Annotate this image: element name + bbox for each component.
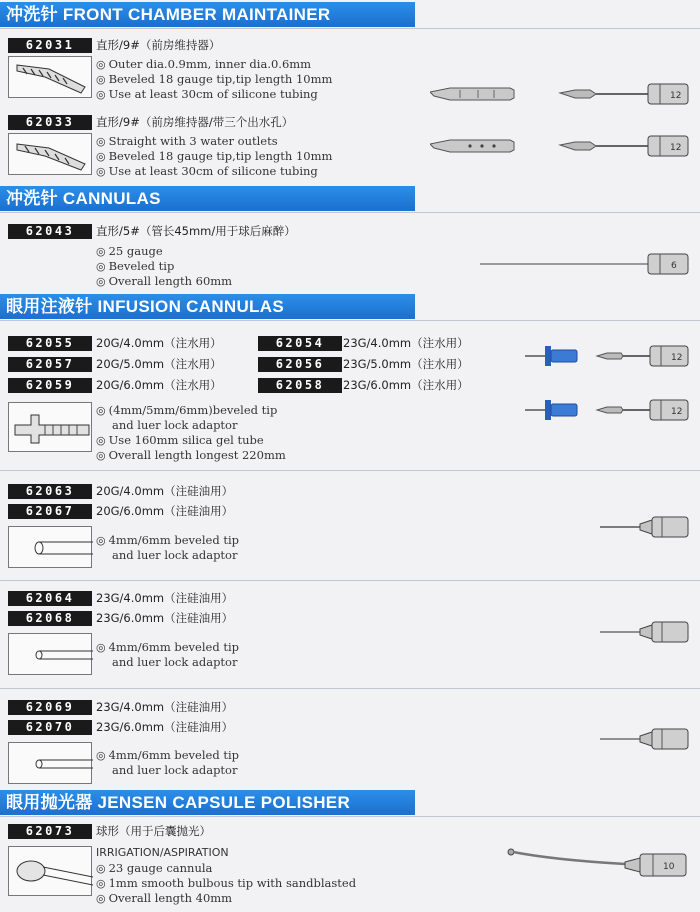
spec-line: ◎ Beveled 18 gauge tip,tip length 10mm bbox=[96, 72, 333, 86]
product-title-62057: 20G/5.0mm（注水用） bbox=[96, 357, 222, 371]
tip-thumbnail-62073 bbox=[8, 846, 92, 896]
tip-thumbnail-62033 bbox=[8, 133, 92, 175]
tube-tip-icon bbox=[9, 527, 93, 569]
angled-tip-icon bbox=[9, 57, 93, 99]
tip-thumbnail-62031 bbox=[8, 56, 92, 98]
product-code-62043: 62043 bbox=[8, 224, 92, 239]
product-title-62056: 23G/5.0mm（注水用） bbox=[343, 357, 469, 371]
spec-line: ◎ 4mm/6mm beveled tip bbox=[96, 533, 240, 547]
product-title-62031: 直形/9#（前房维持器） bbox=[96, 38, 221, 52]
product-title-62064: 23G/4.0mm（注硅油用） bbox=[96, 591, 234, 605]
spec-line: ◎ (4mm/5mm/6mm)beveled tip bbox=[96, 403, 278, 417]
svg-text:12: 12 bbox=[671, 407, 683, 417]
spec-line: ◎ 4mm/6mm beveled tip bbox=[96, 640, 240, 654]
product-code-62070: 62070 bbox=[8, 720, 92, 735]
product-code-62073: 62073 bbox=[8, 824, 92, 839]
product-code-62033: 62033 bbox=[8, 115, 92, 130]
product-title-62068: 23G/6.0mm（注硅油用） bbox=[96, 611, 234, 625]
product-title-62067: 20G/6.0mm（注硅油用） bbox=[96, 504, 234, 518]
svg-text:10: 10 bbox=[663, 862, 675, 872]
product-title-62033: 直形/9#（前房维持器/带三个出水孔） bbox=[96, 115, 294, 129]
section-banner-infusion: 眼用注液针 INFUSION CANNULAS bbox=[0, 294, 415, 319]
spec-line: ◎ 1mm smooth bulbous tip with sandblasted bbox=[96, 876, 357, 890]
product-code-62054: 62054 bbox=[258, 336, 342, 351]
product-title-62055: 20G/4.0mm（注水用） bbox=[96, 336, 222, 350]
divider bbox=[0, 320, 700, 321]
product-code-62068: 62068 bbox=[8, 611, 92, 626]
spec-line: ◎ Beveled 18 gauge tip,tip length 10mm bbox=[96, 149, 333, 163]
product-title-62070: 23G/6.0mm（注硅油用） bbox=[96, 720, 234, 734]
divider bbox=[0, 816, 700, 817]
spec-line: and luer lock adaptor bbox=[112, 418, 238, 432]
product-code-62056: 62056 bbox=[258, 357, 342, 372]
spec-line: ◎ Use 160mm silica gel tube bbox=[96, 433, 264, 447]
section-banner-front-chamber: 冲洗针 FRONT CHAMBER MAINTAINER bbox=[0, 2, 415, 27]
spec-line: and luer lock adaptor bbox=[112, 655, 238, 669]
divider bbox=[0, 688, 700, 689]
infusion-port-icon bbox=[9, 403, 93, 453]
product-code-62069: 62069 bbox=[8, 700, 92, 715]
product-title-62069: 23G/4.0mm（注硅油用） bbox=[96, 700, 234, 714]
product-code-62057: 62057 bbox=[8, 357, 92, 372]
svg-text:12: 12 bbox=[670, 91, 682, 101]
tube-tip-icon bbox=[9, 634, 93, 676]
spec-line: ◎ Overall length 40mm bbox=[96, 891, 233, 905]
spec-line: ◎ Outer dia.0.9mm, inner dia.0.6mm bbox=[96, 57, 312, 71]
product-code-62063: 62063 bbox=[8, 484, 92, 499]
tip-thumbnail-62069 bbox=[8, 742, 92, 784]
spec-line: ◎ Overall length 60mm bbox=[96, 274, 233, 288]
tip-thumbnail-62064 bbox=[8, 633, 92, 675]
section-banner-polisher: 眼用抛光器 JENSEN CAPSULE POLISHER bbox=[0, 790, 415, 815]
spec-line: and luer lock adaptor bbox=[112, 548, 238, 562]
svg-text:12: 12 bbox=[671, 353, 683, 363]
product-title-62073: 球形（用于后囊抛光） bbox=[96, 824, 211, 838]
divider bbox=[0, 28, 700, 29]
tip-thumbnail-infusion bbox=[8, 402, 92, 452]
bulbous-tip-icon bbox=[9, 847, 93, 897]
product-title-62043: 直形/5#（管长45mm/用于球后麻醉） bbox=[96, 224, 296, 238]
spec-line: ◎ 23 gauge cannula bbox=[96, 861, 213, 875]
divider bbox=[0, 212, 700, 213]
svg-text:12: 12 bbox=[670, 143, 682, 153]
product-title-62058: 23G/6.0mm（注水用） bbox=[343, 378, 469, 392]
spec-line: ◎ Use at least 30cm of silicone tubing bbox=[96, 164, 318, 178]
product-code-62059: 62059 bbox=[8, 378, 92, 393]
tip-thumbnail-62063 bbox=[8, 526, 92, 568]
divider bbox=[0, 470, 700, 471]
section-banner-cannulas: 冲洗针 CANNULAS bbox=[0, 186, 415, 211]
spec-line: ◎ 4mm/6mm beveled tip bbox=[96, 748, 240, 762]
product-title-62054: 23G/4.0mm（注水用） bbox=[343, 336, 469, 350]
spec-line: ◎ Overall length longest 220mm bbox=[96, 448, 286, 462]
tube-tip-icon bbox=[9, 743, 93, 785]
product-code-62058: 62058 bbox=[258, 378, 342, 393]
spec-line: ◎ Beveled tip bbox=[96, 259, 175, 273]
product-title-62063: 20G/4.0mm（注硅油用） bbox=[96, 484, 234, 498]
divider bbox=[0, 580, 700, 581]
angled-tip-icon bbox=[9, 134, 93, 176]
product-code-62067: 62067 bbox=[8, 504, 92, 519]
svg-text:6: 6 bbox=[671, 261, 677, 271]
spec-line: ◎ Straight with 3 water outlets bbox=[96, 134, 278, 148]
product-code-62031: 62031 bbox=[8, 38, 92, 53]
spec-line: ◎ 25 gauge bbox=[96, 244, 163, 258]
product-code-62055: 62055 bbox=[8, 336, 92, 351]
product-code-62064: 62064 bbox=[8, 591, 92, 606]
spec-heading: IRRIGATION/ASPIRATION bbox=[96, 846, 229, 859]
product-title-62059: 20G/6.0mm（注水用） bbox=[96, 378, 222, 392]
spec-line: and luer lock adaptor bbox=[112, 763, 238, 777]
spec-line: ◎ Use at least 30cm of silicone tubing bbox=[96, 87, 318, 101]
